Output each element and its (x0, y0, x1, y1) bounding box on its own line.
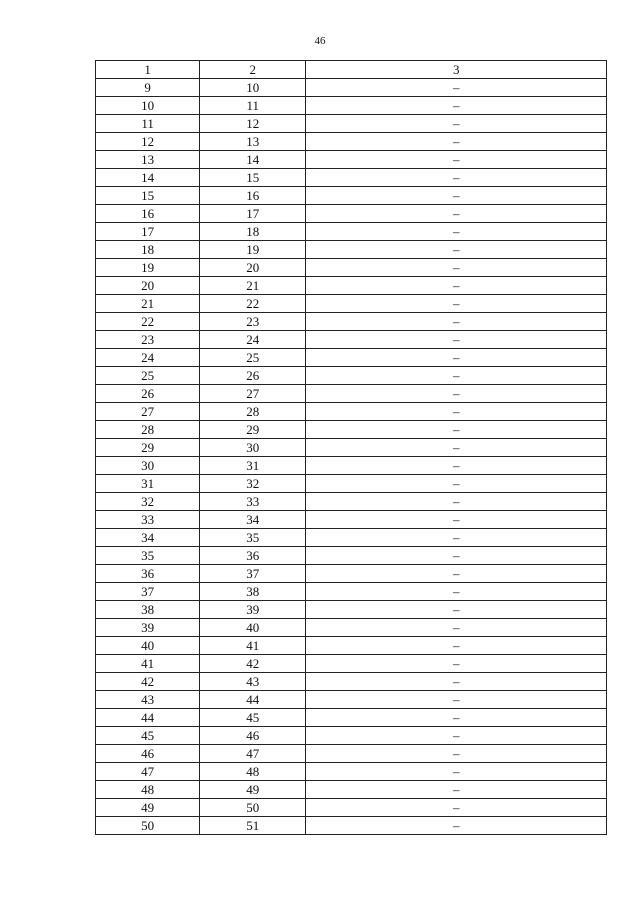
table-cell-col1: 24 (96, 349, 200, 367)
table-cell-col1: 26 (96, 385, 200, 403)
table-cell-col1: 46 (96, 745, 200, 763)
table-cell-col3: – (306, 673, 607, 691)
table-row (96, 79, 607, 97)
table-cell-col2: 49 (200, 781, 306, 799)
table-cell-col1: 10 (96, 97, 200, 115)
table-row (96, 601, 607, 619)
table-cell-col2: 25 (200, 349, 306, 367)
table-cell-col3: – (306, 565, 607, 583)
table-row (96, 151, 607, 169)
table-row (96, 259, 607, 277)
table-cell-col3: – (306, 493, 607, 511)
table-row (96, 241, 607, 259)
table-body (96, 61, 607, 835)
page-number: 46 (314, 35, 326, 47)
table-cell-col2: 22 (200, 295, 306, 313)
table-cell-col2: 24 (200, 331, 306, 349)
table-cell-col1: 29 (96, 439, 200, 457)
table-cell-col3: – (306, 619, 607, 637)
table-cell-col1: 34 (96, 529, 200, 547)
table-row (96, 673, 607, 691)
table-cell-col1: 47 (96, 763, 200, 781)
table-cell-col3: – (306, 745, 607, 763)
table-cell-col1: 17 (96, 223, 200, 241)
table-cell-col3: – (306, 385, 607, 403)
table-row (96, 709, 607, 727)
table-row (96, 691, 607, 709)
table-cell-col1: 48 (96, 781, 200, 799)
table-cell-col3: – (306, 547, 607, 565)
table-cell-col2: 34 (200, 511, 306, 529)
table-cell-col2: 50 (200, 799, 306, 817)
table-cell-col3: – (306, 133, 607, 151)
table-row (96, 781, 607, 799)
table-cell-col3: – (306, 115, 607, 133)
table-cell-col1: 40 (96, 637, 200, 655)
table-cell-col3: – (306, 709, 607, 727)
table-cell-col1: 45 (96, 727, 200, 745)
table-row (96, 817, 607, 835)
table-cell-col3: – (306, 277, 607, 295)
table-row (96, 349, 607, 367)
table-row (96, 475, 607, 493)
table-row (96, 115, 607, 133)
table-cell-col2: 30 (200, 439, 306, 457)
table-cell-col3: – (306, 637, 607, 655)
table-row (96, 439, 607, 457)
table-row (96, 133, 607, 151)
table-cell-col1: 36 (96, 565, 200, 583)
table-cell-col1: 41 (96, 655, 200, 673)
table-cell-col3: – (306, 781, 607, 799)
table-cell-col3: – (306, 169, 607, 187)
table-cell-col2: 12 (200, 115, 306, 133)
table-cell-col1: 38 (96, 601, 200, 619)
table-row (96, 565, 607, 583)
table-cell-col3: – (306, 601, 607, 619)
table-cell-col1: 13 (96, 151, 200, 169)
table-row (96, 619, 607, 637)
table-cell-col3: – (306, 295, 607, 313)
column-header-2: 2 (200, 61, 306, 79)
table-cell-col3: – (306, 529, 607, 547)
table-row (96, 493, 607, 511)
table-row (96, 205, 607, 223)
table-row (96, 529, 607, 547)
table-cell-col2: 35 (200, 529, 306, 547)
table-row (96, 187, 607, 205)
table-cell-col2: 44 (200, 691, 306, 709)
table-cell-col2: 21 (200, 277, 306, 295)
table-row (96, 331, 607, 349)
table-cell-col2: 17 (200, 205, 306, 223)
table-cell-col2: 13 (200, 133, 306, 151)
table-cell-col2: 20 (200, 259, 306, 277)
table-header-row (96, 61, 607, 79)
table-cell-col1: 18 (96, 241, 200, 259)
table-cell-col3: – (306, 457, 607, 475)
table-row (96, 511, 607, 529)
table-cell-col1: 39 (96, 619, 200, 637)
table-cell-col3: – (306, 241, 607, 259)
table-cell-col3: – (306, 439, 607, 457)
table-cell-col3: – (306, 151, 607, 169)
table-cell-col1: 21 (96, 295, 200, 313)
table-cell-col2: 15 (200, 169, 306, 187)
table-cell-col2: 26 (200, 367, 306, 385)
table-row (96, 403, 607, 421)
table-cell-col3: – (306, 367, 607, 385)
table-cell-col2: 29 (200, 421, 306, 439)
table-cell-col2: 47 (200, 745, 306, 763)
table-cell-col3: – (306, 403, 607, 421)
table-cell-col2: 37 (200, 565, 306, 583)
table-row (96, 547, 607, 565)
table-cell-col2: 27 (200, 385, 306, 403)
table-cell-col3: – (306, 223, 607, 241)
table-cell-col1: 35 (96, 547, 200, 565)
table-row (96, 169, 607, 187)
table-cell-col3: – (306, 817, 607, 835)
column-header-3: 3 (306, 61, 607, 79)
table-cell-col3: – (306, 349, 607, 367)
table-cell-col3: – (306, 421, 607, 439)
table-cell-col3: – (306, 655, 607, 673)
table-cell-col2: 39 (200, 601, 306, 619)
table-cell-col3: – (306, 727, 607, 745)
table-row (96, 313, 607, 331)
table-cell-col1: 30 (96, 457, 200, 475)
table-cell-col2: 18 (200, 223, 306, 241)
table-cell-col3: – (306, 97, 607, 115)
table-cell-col1: 22 (96, 313, 200, 331)
table-row (96, 637, 607, 655)
table-cell-col2: 41 (200, 637, 306, 655)
column-header-1: 1 (96, 61, 200, 79)
table-row (96, 763, 607, 781)
table-cell-col2: 48 (200, 763, 306, 781)
table-cell-col2: 40 (200, 619, 306, 637)
table-cell-col1: 12 (96, 133, 200, 151)
table-cell-col1: 44 (96, 709, 200, 727)
table-cell-col1: 27 (96, 403, 200, 421)
table-cell-col1: 31 (96, 475, 200, 493)
table-cell-col3: – (306, 799, 607, 817)
table-row (96, 277, 607, 295)
table-cell-col3: – (306, 475, 607, 493)
table-row (96, 655, 607, 673)
table-cell-col1: 37 (96, 583, 200, 601)
table-cell-col3: – (306, 205, 607, 223)
table-row (96, 97, 607, 115)
table-cell-col2: 43 (200, 673, 306, 691)
table-row (96, 727, 607, 745)
table-cell-col2: 46 (200, 727, 306, 745)
table-cell-col1: 23 (96, 331, 200, 349)
table-cell-col2: 45 (200, 709, 306, 727)
table-cell-col3: – (306, 331, 607, 349)
table-cell-col2: 38 (200, 583, 306, 601)
table-cell-col2: 28 (200, 403, 306, 421)
table-cell-col1: 14 (96, 169, 200, 187)
table-row (96, 583, 607, 601)
data-table (95, 60, 607, 835)
table-cell-col1: 28 (96, 421, 200, 439)
table-cell-col1: 16 (96, 205, 200, 223)
table-cell-col3: – (306, 259, 607, 277)
table-cell-col1: 43 (96, 691, 200, 709)
table-cell-col3: – (306, 187, 607, 205)
table-row (96, 367, 607, 385)
table-cell-col1: 19 (96, 259, 200, 277)
table-cell-col1: 42 (96, 673, 200, 691)
table-cell-col1: 33 (96, 511, 200, 529)
table-cell-col2: 51 (200, 817, 306, 835)
table-cell-col2: 33 (200, 493, 306, 511)
table-row (96, 421, 607, 439)
table-cell-col3: – (306, 691, 607, 709)
table-cell-col2: 32 (200, 475, 306, 493)
table-cell-col2: 23 (200, 313, 306, 331)
table-cell-col2: 36 (200, 547, 306, 565)
table-cell-col1: 15 (96, 187, 200, 205)
table-cell-col2: 42 (200, 655, 306, 673)
table-cell-col1: 9 (96, 79, 200, 97)
table-cell-col1: 32 (96, 493, 200, 511)
table-cell-col3: – (306, 511, 607, 529)
table-row (96, 385, 607, 403)
table-cell-col3: – (306, 79, 607, 97)
table-row (96, 745, 607, 763)
table-cell-col1: 50 (96, 817, 200, 835)
table-cell-col2: 16 (200, 187, 306, 205)
table-cell-col1: 49 (96, 799, 200, 817)
table-row (96, 799, 607, 817)
table-cell-col1: 20 (96, 277, 200, 295)
table-cell-col2: 31 (200, 457, 306, 475)
table-cell-col2: 11 (200, 97, 306, 115)
table-cell-col3: – (306, 763, 607, 781)
table-cell-col1: 11 (96, 115, 200, 133)
table-cell-col2: 19 (200, 241, 306, 259)
table-row (96, 223, 607, 241)
table-row (96, 457, 607, 475)
table-cell-col3: – (306, 583, 607, 601)
table-cell-col3: – (306, 313, 607, 331)
table-cell-col2: 10 (200, 79, 306, 97)
table-cell-col2: 14 (200, 151, 306, 169)
table-cell-col1: 25 (96, 367, 200, 385)
table-row (96, 295, 607, 313)
